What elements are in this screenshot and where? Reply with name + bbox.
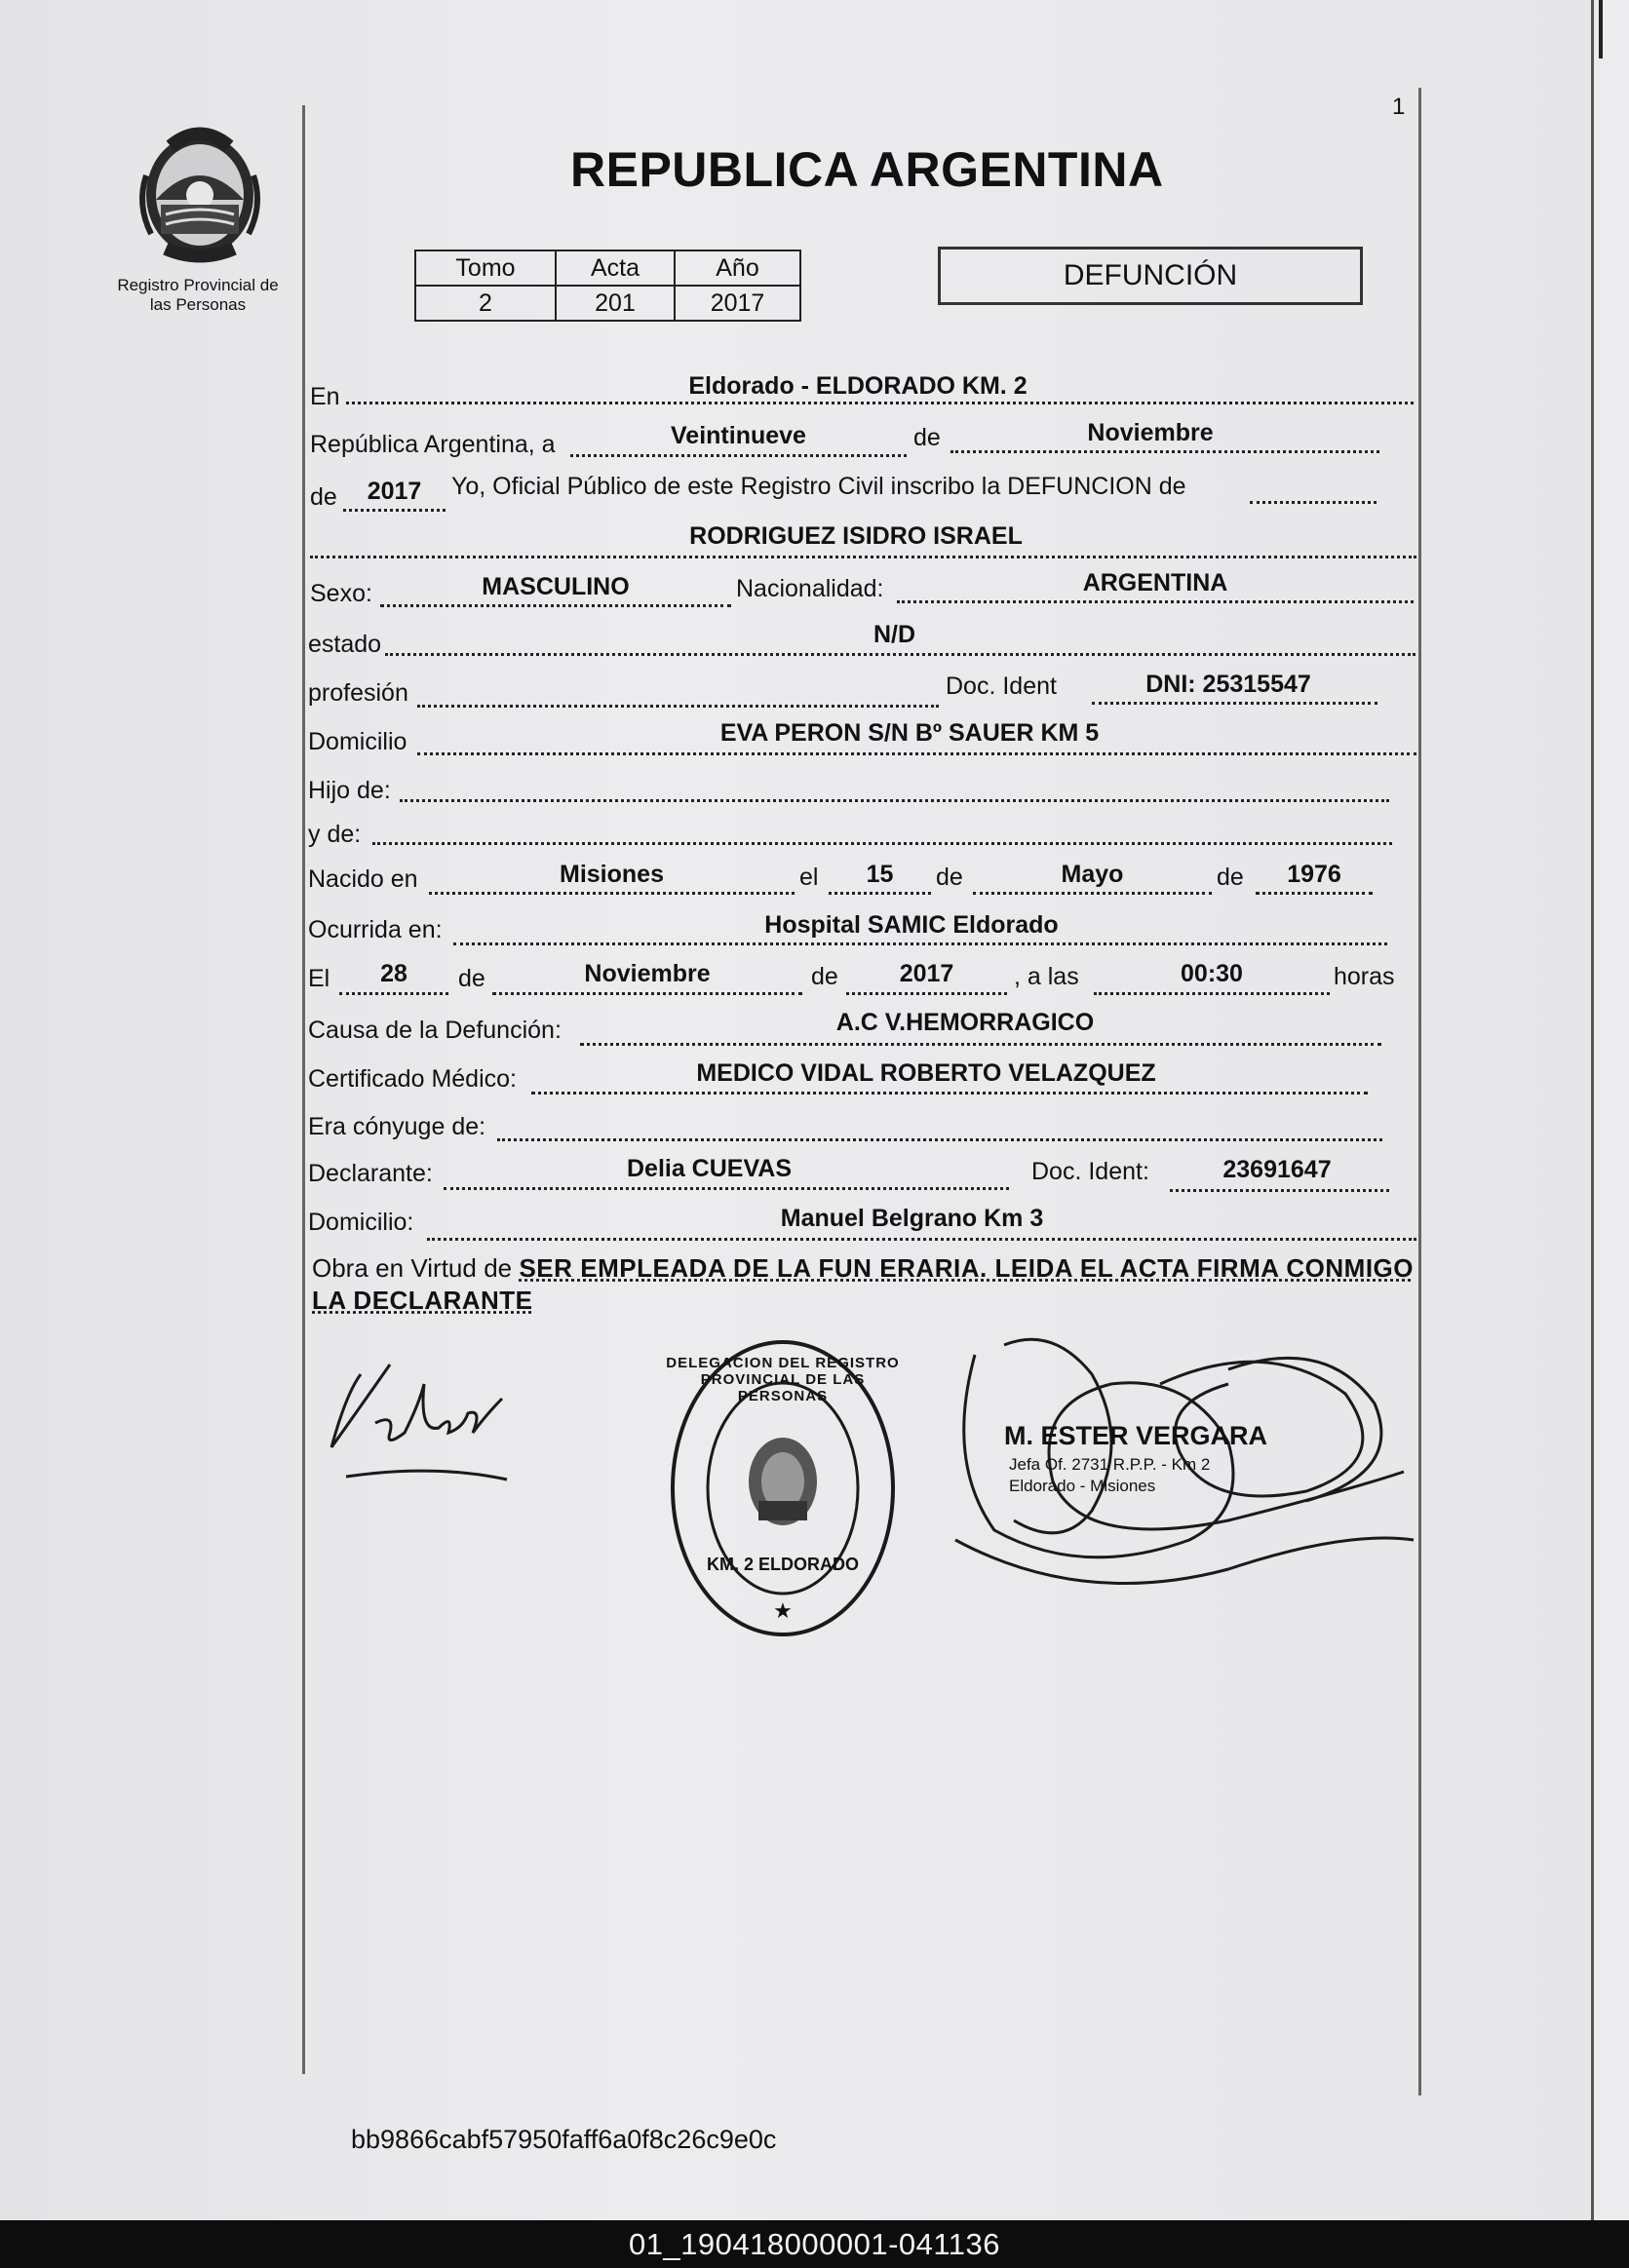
field-nacido-anio: 1976: [1287, 861, 1341, 888]
document-type-box: DEFUNCIÓN: [938, 247, 1363, 305]
label-de: de: [936, 864, 963, 891]
field-domicilio: EVA PERON S/N Bº SAUER KM 5: [719, 719, 1100, 747]
binder-edge: [1599, 0, 1603, 58]
label-de: de: [310, 483, 337, 511]
dotted-line: [385, 653, 1416, 656]
label-doc-ident-2: Doc. Ident:: [1031, 1158, 1149, 1185]
field-causa: A.C V.HEMORRAGICO: [835, 1009, 1095, 1036]
dotted-line: [492, 992, 802, 995]
label-nacido-en: Nacido en: [308, 865, 418, 893]
label-de: de: [913, 424, 941, 451]
dotted-line: [580, 1043, 1381, 1046]
label-de: de: [811, 963, 838, 990]
dotted-line: [1170, 1189, 1389, 1192]
field-doc-ident: DNI: 25315547: [1145, 671, 1311, 698]
dotted-line: [829, 892, 931, 895]
label-declarante: Declarante:: [308, 1160, 433, 1187]
header-anio: Año: [675, 250, 800, 286]
dotted-line: [400, 799, 1389, 802]
field-nacido-lugar: Misiones: [560, 861, 664, 888]
label-republica: República Argentina, a: [310, 431, 556, 458]
label-conyuge: Era cónyuge de:: [308, 1113, 486, 1140]
label-sexo: Sexo:: [310, 580, 372, 607]
dotted-line: [372, 842, 1392, 845]
field-hora: 00:30: [1181, 960, 1243, 987]
label-ocurrida-en: Ocurrida en:: [308, 916, 443, 943]
header-tomo: Tomo: [415, 250, 556, 286]
dotted-line: [339, 992, 448, 995]
field-anio: 2017: [367, 478, 422, 505]
dotted-line: [897, 600, 1414, 603]
label-doc-ident: Doc. Ident: [946, 673, 1057, 700]
label-el-cap: El: [308, 965, 330, 992]
table-header-row: [415, 250, 800, 286]
label-en: En: [310, 383, 340, 410]
label-profesion: profesión: [308, 679, 408, 707]
field-mes: Noviembre: [1087, 419, 1214, 446]
declarant-signature: [317, 1355, 531, 1491]
dotted-line: [429, 892, 795, 895]
dotted-line: [417, 705, 939, 708]
dotted-line: [343, 509, 446, 512]
label-nacionalidad: Nacionalidad:: [736, 575, 884, 602]
dotted-line: [497, 1138, 1382, 1141]
left-margin-line: [302, 105, 305, 2074]
field-lugar: Eldorado - ELDORADO KM. 2: [688, 372, 1028, 400]
right-margin-line: [1418, 88, 1421, 2095]
dotted-line: [950, 450, 1379, 453]
value-tomo: 2: [415, 286, 556, 321]
label-y-de: y de:: [308, 821, 362, 848]
obra-en-virtud-text: [312, 1252, 1414, 1317]
field-nacido-dia: 15: [866, 861, 894, 888]
field-fallec-anio: 2017: [899, 960, 954, 987]
label-certificado: Certificado Médico:: [308, 1065, 517, 1093]
official-seal: [666, 1335, 900, 1642]
value-acta: 201: [556, 286, 675, 321]
label-de: de: [1217, 864, 1244, 891]
dotted-line: [380, 604, 731, 607]
label-el: el: [799, 864, 819, 891]
stamp-title: Jefa Of. 2731 R.P.P. - Km 2: [1009, 1455, 1211, 1474]
svg-text:★: ★: [773, 1598, 793, 1623]
dotted-line: [846, 992, 1007, 995]
header-acta: Acta: [556, 250, 675, 286]
label-de: de: [458, 965, 485, 992]
dotted-line: [453, 942, 1387, 945]
field-ocurrida-en: Hospital SAMIC Eldorado: [764, 911, 1059, 939]
field-sexo: MASCULINO: [482, 573, 630, 600]
table-row: [415, 286, 800, 321]
footer-id-bar: 01_190418000001-041136: [0, 2220, 1629, 2268]
label-horas: horas: [1334, 963, 1395, 990]
dotted-line: [531, 1092, 1368, 1095]
registry-name: Registro Provincial de las Personas: [117, 276, 279, 314]
label-yo-oficial: Yo, Oficial Público de este Registro Civil inscribo la DEFUNCION de: [451, 473, 1186, 500]
field-declarante-domicilio: Manuel Belgrano Km 3: [780, 1205, 1044, 1232]
field-nacido-mes: Mayo: [1061, 861, 1124, 888]
dotted-line: [1250, 501, 1377, 504]
dotted-line: [310, 556, 1416, 558]
dotted-line: [346, 402, 1414, 404]
field-dia-texto: Veintinueve: [671, 422, 806, 449]
label-a-las: , a las: [1014, 963, 1079, 990]
label-causa: Causa de la Defunción:: [308, 1017, 562, 1044]
seal-inner-text: KM. 2 ELDORADO: [706, 1555, 859, 1574]
field-fallec-mes: Noviembre: [584, 960, 711, 987]
registration-table: [414, 250, 801, 322]
page-number: 1: [1392, 94, 1406, 120]
field-estado: N/D: [873, 621, 916, 648]
official-stamp: [936, 1316, 1423, 1608]
page-title: REPUBLICA ARGENTINA: [570, 142, 1164, 197]
seal-ring-text: DELEGACION DEL REGISTRO PROVINCIAL DE LAS PERSONAS: [666, 1355, 900, 1404]
label-obra: Obra en Virtud de: [312, 1253, 513, 1283]
page-edge: [1591, 0, 1629, 2220]
field-declarante: Delia CUEVAS: [626, 1155, 793, 1182]
field-nacionalidad: ARGENTINA: [1082, 569, 1228, 596]
field-declarante-doc: 23691647: [1222, 1156, 1332, 1183]
dotted-line: [417, 752, 1416, 755]
label-hijo-de: Hijo de:: [308, 777, 391, 804]
dotted-line: [973, 892, 1212, 895]
field-nombre: RODRIGUEZ ISIDRO ISRAEL: [689, 522, 1023, 550]
label-domicilio: Domicilio: [308, 728, 407, 755]
dotted-line: [427, 1238, 1416, 1241]
field-fallec-dia: 28: [380, 960, 407, 987]
dotted-line: [444, 1187, 1009, 1190]
stamp-name: M. ESTER VERGARA: [1004, 1421, 1268, 1450]
field-obra-texto: SER EMPLEADA DE LA FUN ERARIA. LEIDA EL ACTA FIRMA CONMIGO LA DECLARANTE: [312, 1253, 1414, 1315]
label-estado: estado: [308, 631, 382, 658]
dotted-line: [1256, 892, 1373, 895]
stamp-location: Eldorado - Misiones: [1009, 1477, 1156, 1495]
document-hash: bb9866cabf57950faff6a0f8c26c9e0c: [351, 2125, 777, 2154]
label-domicilio-2: Domicilio:: [308, 1209, 414, 1236]
value-anio: 2017: [675, 286, 800, 321]
field-certificado: MEDICO VIDAL ROBERTO VELAZQUEZ: [696, 1059, 1156, 1087]
dotted-line: [570, 454, 907, 457]
dotted-line: [1094, 992, 1330, 995]
provincia-de-misiones-crest-icon: [127, 117, 273, 263]
dotted-line: [1092, 702, 1377, 705]
